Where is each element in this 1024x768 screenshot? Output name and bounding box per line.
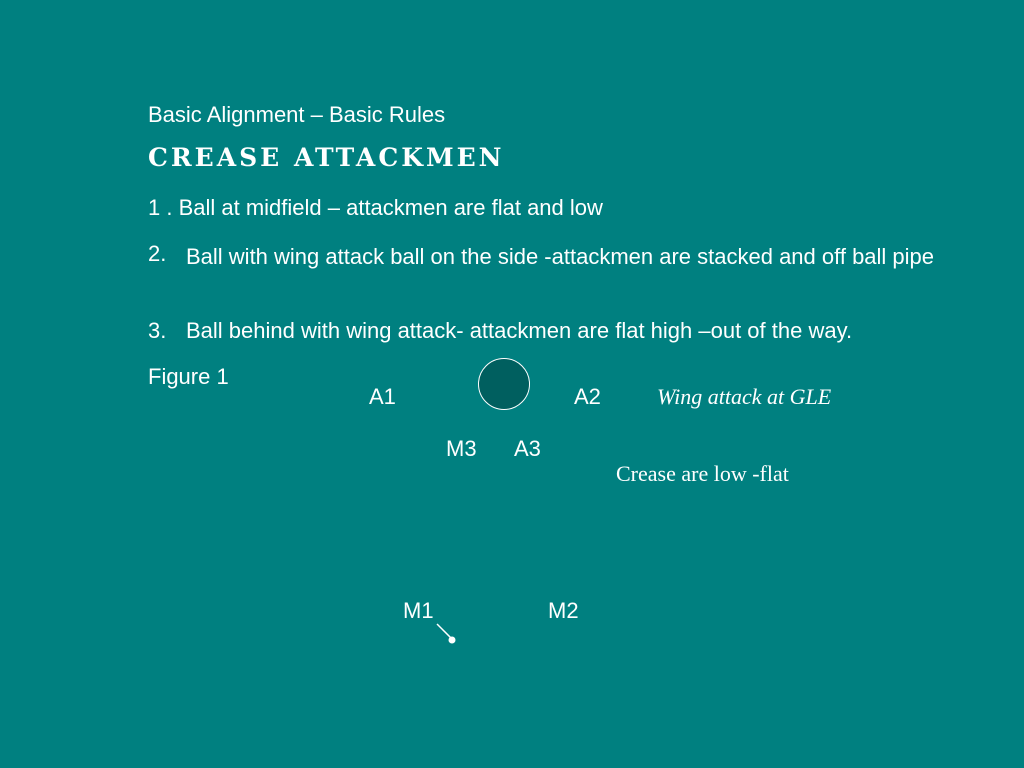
m1-arrow-line xyxy=(437,624,451,638)
player-m3: M3 xyxy=(446,436,477,461)
player-a1: A1 xyxy=(369,384,396,409)
player-m2: M2 xyxy=(548,598,579,623)
rule-2-number: 2. xyxy=(148,241,167,266)
note-crease: Crease are low -flat xyxy=(616,461,789,486)
note-wing-attack: Wing attack at GLE xyxy=(657,384,832,409)
m1-arrow-dot xyxy=(449,637,456,644)
player-a3: A3 xyxy=(514,436,541,461)
rule-1: 1 . Ball at midfield – attackmen are flat and low xyxy=(148,195,603,220)
rule-2: Ball with wing attack ball on the side -attackmen are stacked and off ball pipe xyxy=(186,244,935,269)
player-a2: A2 xyxy=(574,384,601,409)
figure-label: Figure 1 xyxy=(148,364,229,389)
slide-heading: CREASE ATTACKMEN xyxy=(148,143,505,172)
rule-3-number: 3. xyxy=(148,318,167,343)
slide-subtitle: Basic Alignment – Basic Rules xyxy=(148,102,446,127)
player-m1: M1 xyxy=(403,598,434,623)
rule-3: Ball behind with wing attack- attackmen are flat high –out of the way. xyxy=(186,318,853,343)
